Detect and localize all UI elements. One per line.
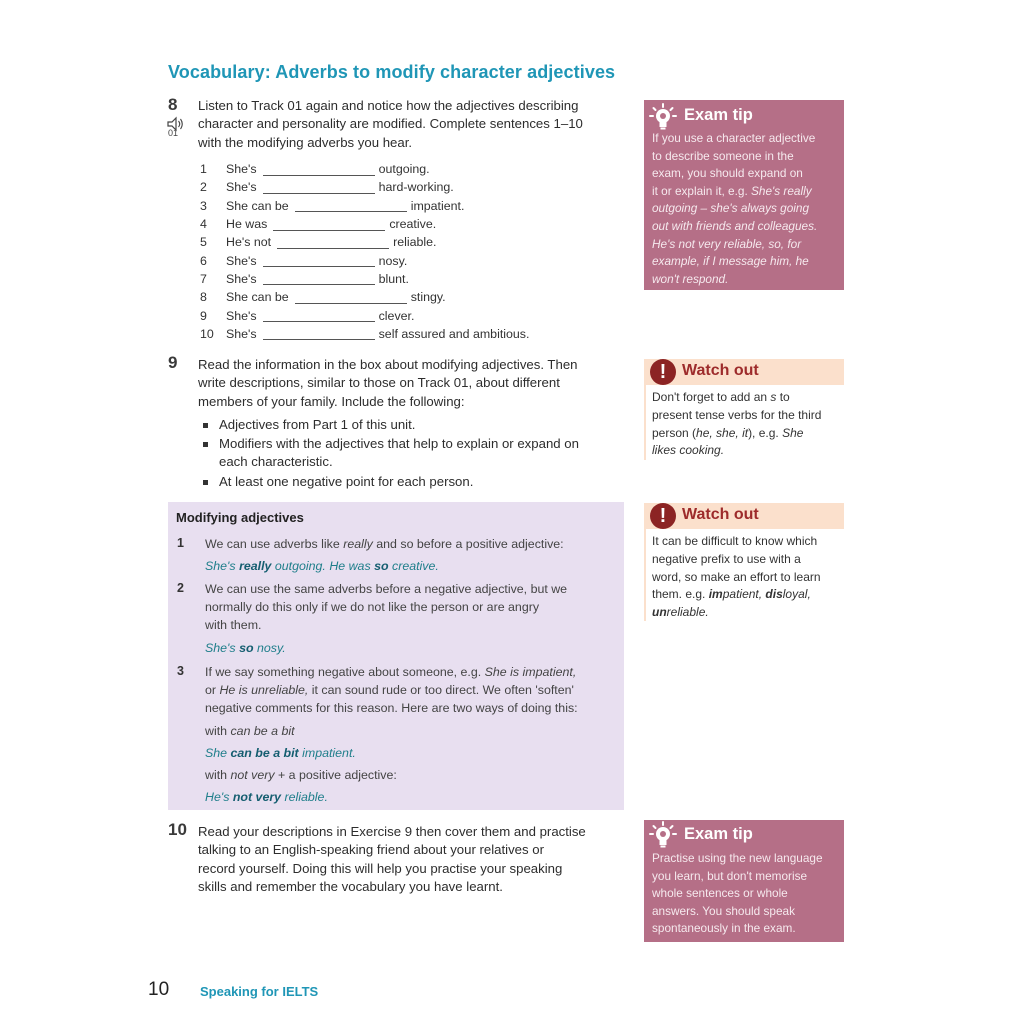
tip-line: whole sentences or whole [652, 886, 788, 901]
sentence-end: blunt. [378, 271, 409, 286]
instruction-line: Read the information in the box about modifying adjectives. Then [198, 357, 578, 372]
exercise-10-instructions [198, 823, 638, 897]
watch-line: present tense verbs for the third [652, 407, 822, 422]
exercise-8-number: 8 [168, 95, 178, 114]
exclamation-icon: ! [650, 503, 676, 529]
box-text-line: or He is unreliable, it can sound rude or too direct. We often 'soften' [205, 683, 574, 698]
book-title: Speaking for IELTS [200, 984, 319, 999]
bullet-item: Modifiers with the adjectives that help to explain or expand on each characteristic. [200, 435, 620, 471]
watch-line: Don't forget to add an s to [652, 390, 790, 404]
box-point-number: 3 [177, 664, 184, 678]
instruction-line: talking to an English-speaking friend about your relatives or [198, 842, 545, 858]
tip-line: outgoing – she's always going [652, 201, 810, 216]
box-text-line: with them. [205, 618, 262, 633]
exam-tip-box [644, 100, 844, 290]
tip-line: won't respond. [652, 271, 729, 286]
sentence-number: 1 [200, 162, 207, 177]
sentence-number: 10 [200, 326, 214, 341]
instruction-line: record yourself. Doing this will help you practise your speaking [198, 860, 563, 876]
tip-line: If you use a character adjective [652, 131, 816, 145]
watch-line: them. e.g. impatient, disloyal, [652, 587, 811, 602]
sentence-start: She's [226, 308, 257, 323]
box-text-line: We can use the same adverbs before a negative adjective, but we [205, 582, 568, 596]
sentence-start: He was [226, 217, 268, 232]
tip-line: exam, you should expand on [652, 166, 803, 181]
box-example: She's really outgoing. He was so creative. [205, 559, 439, 574]
instruction-line: with the modifying adverbs you hear. [198, 134, 413, 150]
sentence-number: 5 [200, 235, 207, 250]
sentence-end: self assured and ambitious. [378, 326, 530, 341]
sentence-end: outgoing. [378, 162, 430, 177]
watch-out-text [652, 389, 844, 460]
tip-line: spontaneously in the exam. [652, 921, 796, 936]
bullet-item: At least one negative point for each person. [200, 473, 620, 491]
answer-blank[interactable] [263, 272, 375, 285]
watch-out-text [652, 533, 844, 622]
box-text-line: with not very + a positive adjective: [205, 768, 397, 783]
watch-out-side-rule [644, 529, 646, 621]
watch-out-header [644, 359, 844, 385]
sentence-row [200, 251, 540, 269]
sentence-row [200, 233, 540, 251]
sentence-row [200, 270, 540, 288]
sentence-end: hard-working. [378, 180, 454, 195]
exercise-9-number: 9 [168, 353, 178, 372]
lightbulb-icon [648, 820, 678, 850]
watch-line: It can be difficult to know which [652, 534, 818, 548]
sentence-end: creative. [389, 217, 437, 232]
box-example: She can be a bit impatient. [205, 745, 356, 760]
sentence-start: She's [226, 162, 257, 177]
sentence-start: She's [226, 271, 257, 286]
watch-line: negative prefix to use with a [652, 551, 801, 566]
tip-line: out with friends and colleagues. [652, 218, 818, 233]
box-text-line: with can be a bit [205, 723, 295, 738]
sentence-row [200, 178, 540, 196]
answer-blank[interactable] [295, 291, 407, 304]
sentence-number: 8 [200, 290, 207, 305]
box-example: He's not very reliable. [205, 790, 328, 805]
exam-tip-box [644, 820, 844, 942]
instruction-line: character and personality are modified. Complete sentences 1–10 [198, 116, 583, 132]
box-text-line: normally do this only if we do not like the person or are angry [205, 600, 540, 615]
exam-tip-heading: Exam tip [684, 106, 753, 124]
bullet-item: Adjectives from Part 1 of this unit. [200, 416, 620, 434]
exam-tip-heading: Exam tip [684, 825, 753, 843]
sentence-start: She's [226, 180, 257, 195]
answer-blank[interactable] [263, 163, 375, 176]
track-number: 01 [168, 128, 179, 138]
box-point-2 [205, 580, 615, 657]
answer-blank[interactable] [263, 181, 375, 194]
watch-out-header [644, 503, 844, 529]
sentence-number: 3 [200, 198, 207, 213]
box-text-line: We can use adverbs like really and so before a positive adjective: [205, 537, 564, 551]
tip-line: Practise using the new language [652, 851, 823, 865]
tip-line: you learn, but don't memorise [652, 868, 808, 883]
watch-line: unreliable. [652, 605, 709, 620]
sentence-row [200, 160, 540, 178]
watch-out-side-rule [644, 385, 646, 460]
instruction-line: members of your family. Include the following: [198, 393, 465, 409]
exercise-9-instructions [198, 356, 638, 411]
exam-tip-text [652, 130, 842, 288]
answer-blank[interactable] [263, 309, 375, 322]
sentence-row [200, 325, 540, 343]
section-title: Vocabulary: Adverbs to modify character adjectives [168, 62, 616, 82]
sentence-end: nosy. [378, 253, 408, 268]
sentence-start: She can be [226, 290, 289, 305]
tip-line: answers. You should speak [652, 903, 795, 918]
answer-blank[interactable] [273, 218, 385, 231]
sentence-number: 6 [200, 253, 207, 268]
exclamation-icon: ! [650, 359, 676, 385]
watch-out-heading: Watch out [682, 362, 759, 379]
box-point-number: 2 [177, 581, 184, 595]
box-point-3 [205, 663, 620, 806]
answer-blank[interactable] [263, 327, 375, 340]
answer-blank[interactable] [277, 236, 389, 249]
instruction-line: write descriptions, similar to those on Track 01, about different [198, 375, 560, 391]
exercise-8-instructions [198, 97, 638, 152]
tip-line: to describe someone in the [652, 148, 794, 163]
instruction-line: Listen to Track 01 again and notice how the adjectives describing [198, 98, 579, 113]
sentence-start: She's [226, 326, 257, 341]
exam-tip-text [652, 850, 842, 938]
box-example: She's so nosy. [205, 640, 286, 655]
sentence-end: clever. [378, 308, 415, 323]
box-point-1 [205, 535, 615, 575]
tip-line: He's not very reliable, so, for [652, 236, 802, 251]
sentence-start: She can be [226, 198, 289, 213]
sentence-start: She's [226, 253, 257, 268]
sentence-number: 9 [200, 308, 207, 323]
sentence-end: reliable. [393, 235, 437, 250]
sentence-end: stingy. [410, 290, 446, 305]
sentence-row [200, 215, 540, 233]
answer-blank[interactable] [295, 199, 407, 212]
answer-blank[interactable] [263, 254, 375, 267]
sentence-number: 4 [200, 217, 207, 232]
watch-out-heading: Watch out [682, 506, 759, 523]
watch-line: likes cooking. [652, 443, 725, 458]
tip-line: it or explain it, e.g. She's really [652, 183, 812, 198]
sentence-row [200, 288, 540, 306]
page-number: 10 [148, 979, 170, 1000]
box-text-line: negative comments for this reason. Here are two ways of doing this: [205, 701, 578, 716]
exercise-10-number: 10 [168, 820, 187, 839]
sentence-start: He's not [226, 235, 272, 250]
box-title: Modifying adjectives [176, 510, 304, 525]
sentence-list [200, 160, 540, 343]
tip-line: example, if I message him, he [652, 254, 809, 269]
instruction-line: Read your descriptions in Exercise 9 then cover them and practise [198, 824, 586, 839]
sentence-row [200, 197, 540, 215]
box-point-number: 1 [177, 536, 184, 550]
sentence-number: 2 [200, 180, 207, 195]
sentence-number: 7 [200, 271, 207, 286]
sentence-row [200, 306, 540, 324]
watch-line: person (he, she, it), e.g. She [652, 425, 804, 440]
instruction-line: skills and remember the vocabulary you have learnt. [198, 879, 503, 895]
box-text-line: If we say something negative about someone, e.g. She is impatient, [205, 665, 577, 679]
sentence-end: impatient. [410, 198, 465, 213]
lightbulb-icon [648, 102, 678, 132]
exercise-9-bullets [200, 416, 620, 492]
watch-line: word, so make an effort to learn [652, 569, 821, 584]
